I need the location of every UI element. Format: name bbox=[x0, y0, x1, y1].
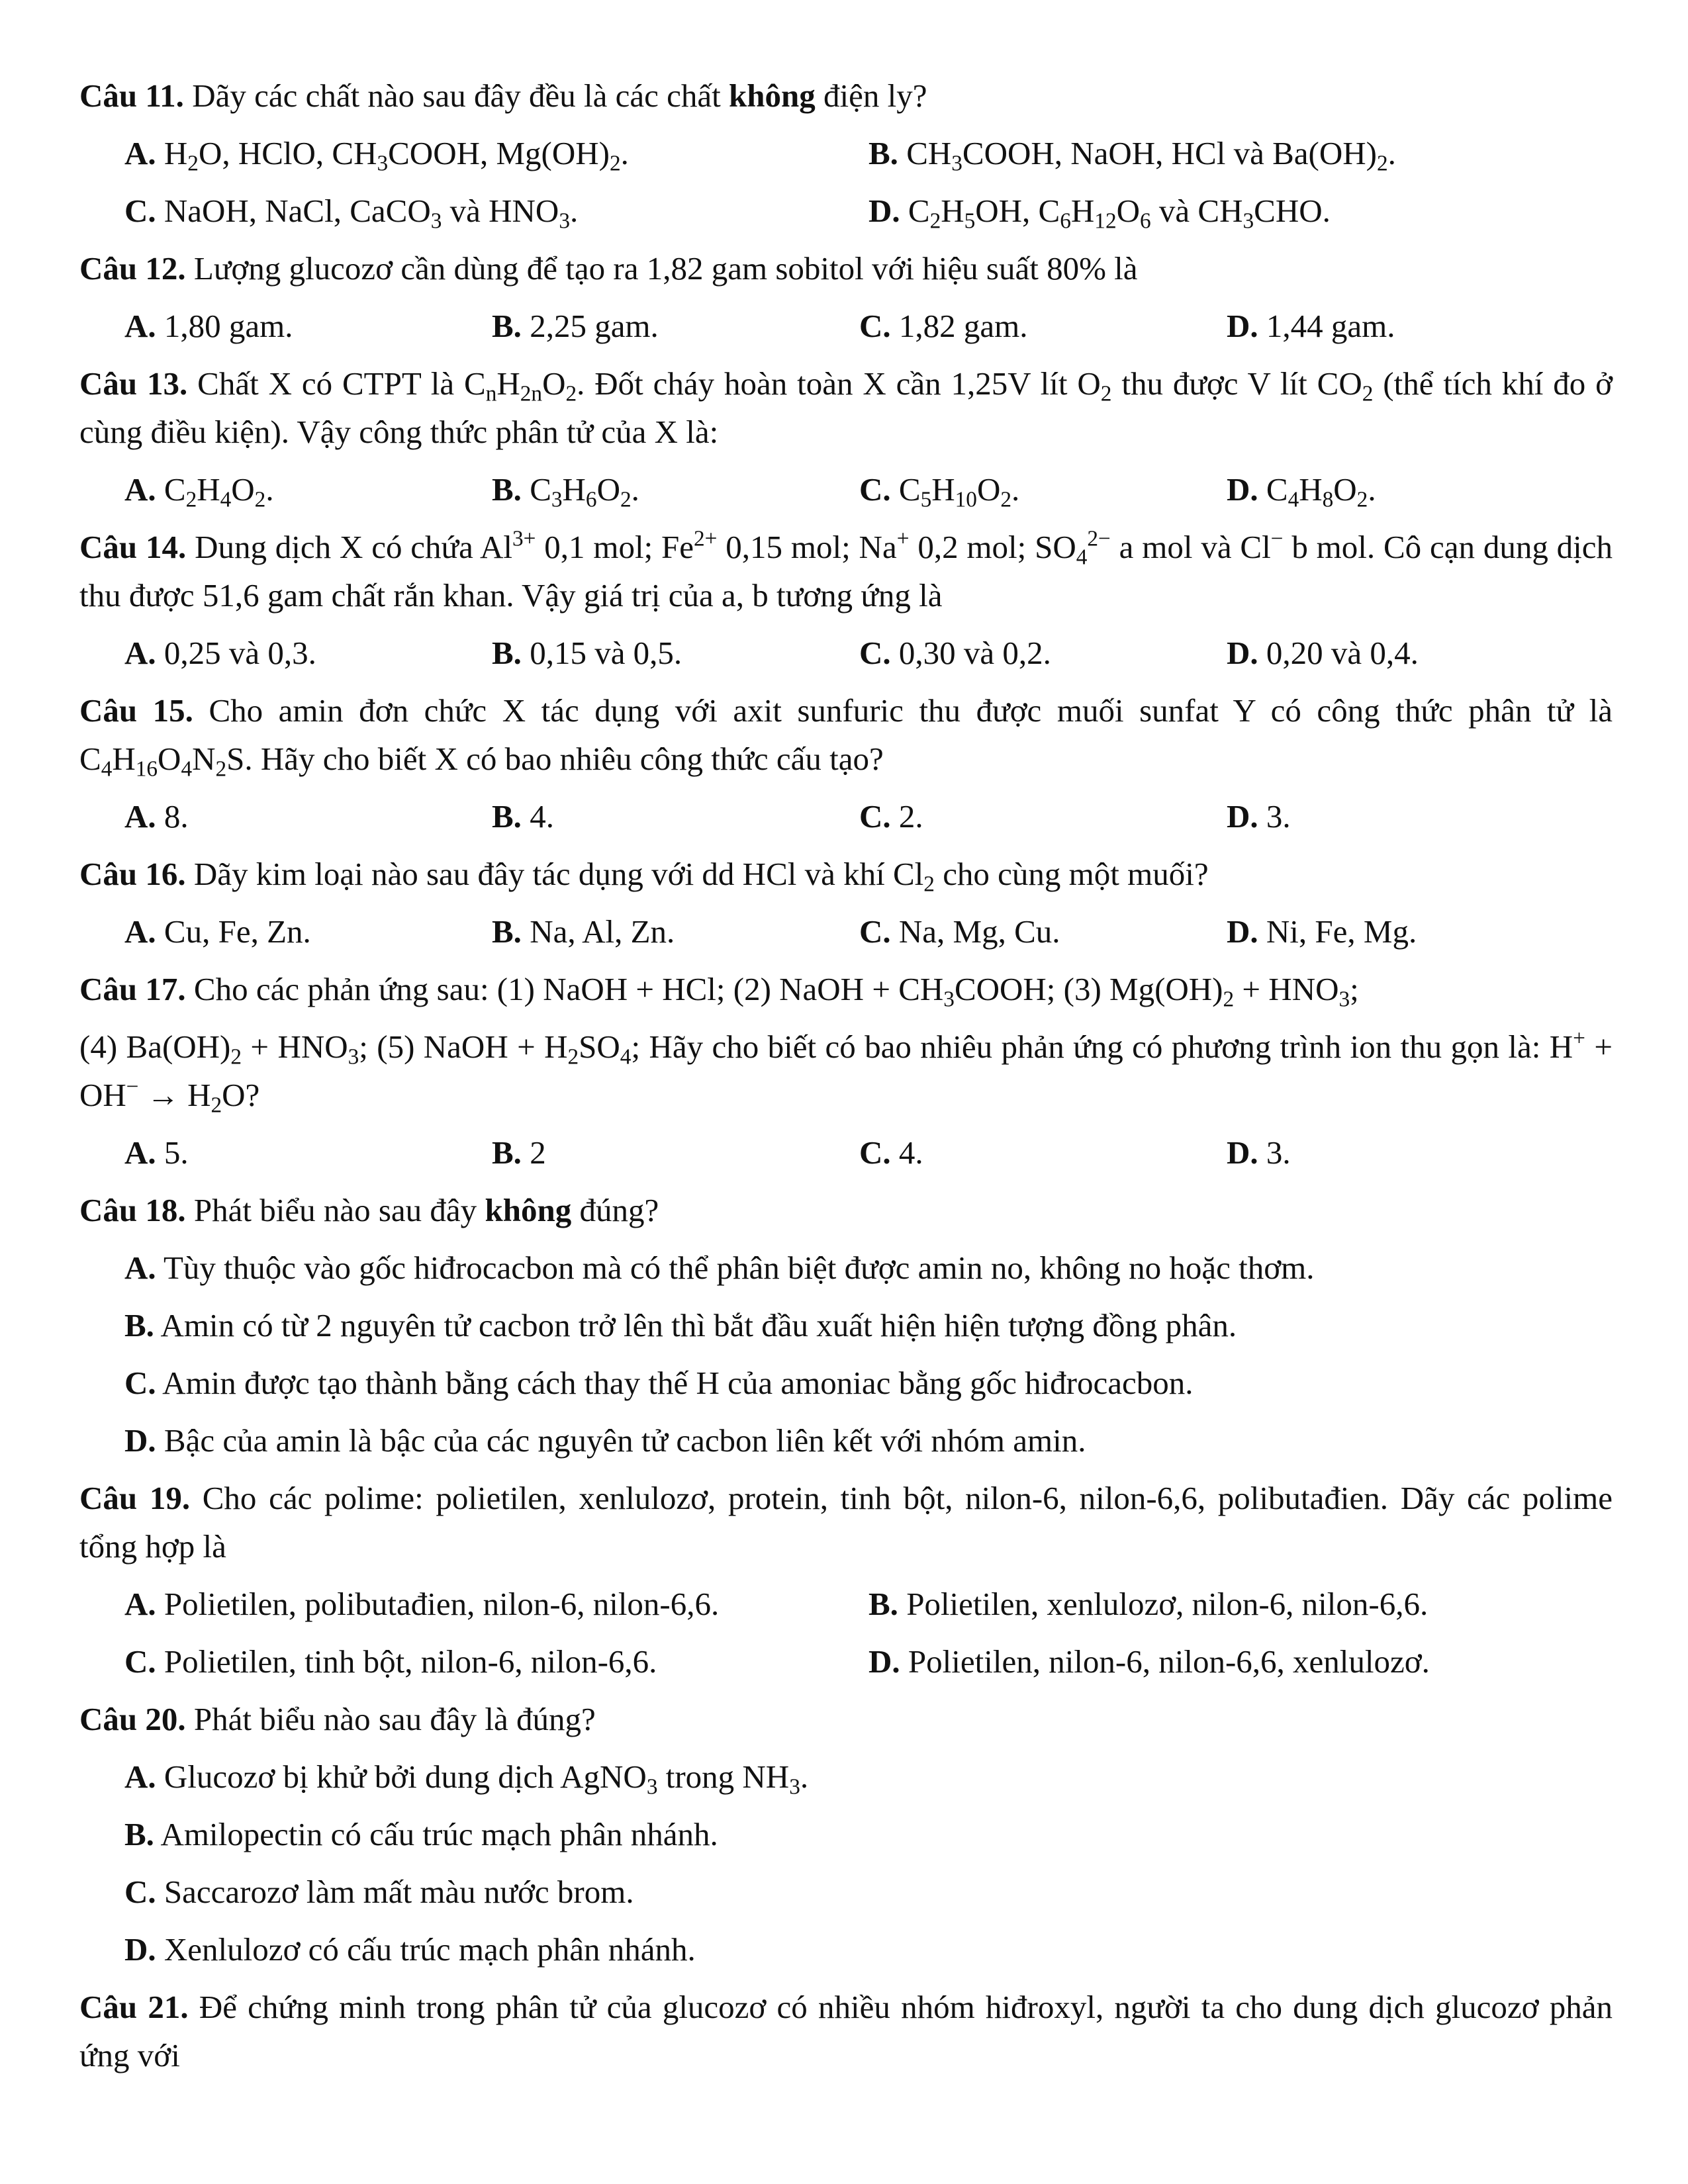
text-span: 0,20 và 0,4. bbox=[1258, 635, 1419, 671]
text-span: điện ly? bbox=[815, 77, 927, 114]
text-span: b mol. Cô cạn dung dịch thu được 51,6 gam chất rắn khan. Vậy giá trị của a, b tương ứng là bbox=[79, 529, 1613, 614]
option-d[interactable] bbox=[1227, 302, 1594, 350]
text-span: + HNO bbox=[242, 1028, 348, 1065]
text-span: Phát biểu nào sau đây bbox=[185, 1192, 485, 1228]
text-span: . bbox=[1368, 471, 1376, 508]
subscript: 3 bbox=[430, 208, 442, 234]
subscript: 4 bbox=[220, 487, 232, 512]
text-span: Amilopectin có cấu trúc mạch phân nhánh. bbox=[154, 1816, 718, 1852]
question-21 bbox=[79, 1983, 1613, 2079]
text-span: . Đốt cháy hoàn toàn X cần 1,25V lít O bbox=[577, 365, 1101, 402]
subscript: 6 bbox=[1060, 208, 1071, 234]
option-label: D. bbox=[1227, 798, 1258, 835]
text-span: 0,1 mol; Fe bbox=[536, 529, 694, 565]
superscript: + bbox=[896, 526, 910, 551]
option-label: D. bbox=[1227, 308, 1258, 344]
text-span: CH bbox=[898, 135, 952, 171]
question-17 bbox=[79, 965, 1613, 1013]
option-label: C. bbox=[859, 471, 891, 508]
text-span: H bbox=[1070, 193, 1095, 229]
option-label: C. bbox=[124, 1874, 156, 1910]
text-span: ; (5) NaOH + H bbox=[359, 1028, 568, 1065]
text-span: 8. bbox=[156, 798, 189, 835]
option-label: C. bbox=[859, 913, 891, 950]
text-span: 3. bbox=[1258, 1134, 1291, 1171]
text-span: O bbox=[1333, 471, 1357, 508]
text-span: CHO. bbox=[1254, 193, 1331, 229]
option-label: D. bbox=[868, 1643, 900, 1680]
question-17-continued bbox=[79, 1023, 1613, 1119]
text-span: Chất X có CTPT là C bbox=[187, 365, 486, 402]
text-span: ; bbox=[1350, 971, 1359, 1007]
text-span: cho cùng một muối? bbox=[934, 856, 1209, 892]
option-c[interactable] bbox=[859, 907, 1227, 956]
option-label: A. bbox=[124, 308, 156, 344]
text-span: H bbox=[197, 471, 220, 508]
option-b[interactable] bbox=[492, 629, 859, 677]
option-c[interactable] bbox=[859, 629, 1227, 677]
text-span: NaOH, NaCl, CaCO bbox=[156, 193, 431, 229]
options-row bbox=[79, 1128, 1613, 1177]
subscript: 2 bbox=[1356, 487, 1368, 512]
text-span: 2,25 gam. bbox=[521, 308, 659, 344]
option-d[interactable] bbox=[79, 1925, 1613, 1974]
option-label: A. bbox=[124, 1758, 156, 1795]
option-label: B. bbox=[492, 471, 522, 508]
text-span: Xenlulozơ có cấu trúc mạch phân nhánh. bbox=[156, 1931, 696, 1968]
options-row bbox=[79, 465, 1613, 514]
text-span: 1,82 gam. bbox=[890, 308, 1028, 344]
subscript: 2 bbox=[1100, 381, 1112, 406]
text-span: không bbox=[485, 1192, 572, 1228]
text-span: Dung dịch X có chứa Al bbox=[186, 529, 512, 565]
text-span: COOH, NaOH, HCl và Ba(OH) bbox=[962, 135, 1377, 171]
option-label: A. bbox=[124, 1250, 156, 1286]
options-row bbox=[79, 129, 1613, 177]
subscript: 4 bbox=[620, 1044, 632, 1069]
subscript: 3 bbox=[1338, 987, 1350, 1012]
subscript: 3 bbox=[1243, 208, 1254, 234]
text-span: Ni, Fe, Mg. bbox=[1258, 913, 1417, 950]
subscript: 3 bbox=[951, 151, 962, 176]
option-d[interactable] bbox=[1227, 465, 1594, 514]
text-span: C bbox=[1258, 471, 1288, 508]
options-row bbox=[79, 1580, 1613, 1628]
text-span: Cu, Fe, Zn. bbox=[156, 913, 311, 950]
superscript: 2+ bbox=[694, 526, 718, 551]
text-span: Saccarozơ làm mất màu nước brom. bbox=[156, 1874, 634, 1910]
option-a[interactable] bbox=[124, 1580, 868, 1628]
text-span: Cho các phản ứng sau: (1) NaOH + HCl; (2) NaOH + CH bbox=[185, 971, 944, 1007]
text-span: 0,15 và 0,5. bbox=[521, 635, 682, 671]
option-a[interactable] bbox=[79, 1244, 1613, 1292]
text-span: Cho amin đơn chức X tác dụng với axit sunfuric thu được muối sunfat Y có công thức phân tử là C bbox=[79, 692, 1613, 777]
option-c[interactable] bbox=[79, 1868, 1613, 1916]
option-b[interactable] bbox=[492, 465, 859, 514]
option-d[interactable] bbox=[1227, 907, 1594, 956]
text-span: O bbox=[976, 471, 1001, 508]
subscript: 2 bbox=[185, 487, 197, 512]
option-label: A. bbox=[124, 135, 156, 171]
text-span: Polietilen, nilon-6, nilon-6,6, xenlulozơ. bbox=[900, 1643, 1430, 1680]
option-label: C. bbox=[124, 1643, 156, 1680]
text-span: . bbox=[265, 471, 274, 508]
option-a[interactable] bbox=[124, 792, 492, 841]
superscript: 3+ bbox=[512, 526, 536, 551]
subscript: 4 bbox=[1288, 487, 1299, 512]
option-a[interactable] bbox=[124, 629, 492, 677]
text-span: O bbox=[596, 471, 620, 508]
text-span: H bbox=[112, 741, 136, 777]
subscript: 4 bbox=[101, 756, 113, 782]
question-number: Câu 12. bbox=[79, 250, 186, 287]
option-c[interactable] bbox=[859, 792, 1227, 841]
option-c[interactable] bbox=[124, 187, 868, 235]
option-c[interactable] bbox=[859, 302, 1227, 350]
text-span: 2. bbox=[890, 798, 923, 835]
text-span: H bbox=[496, 365, 520, 402]
option-label: C. bbox=[859, 1134, 891, 1171]
text-span: Tùy thuộc vào gốc hiđrocacbon mà có thể phân biệt được amin no, không no hoặc thơm. bbox=[156, 1250, 1315, 1286]
subscript: 2 bbox=[187, 151, 199, 176]
subscript: 6 bbox=[585, 487, 597, 512]
options-row bbox=[79, 187, 1613, 235]
option-b[interactable] bbox=[79, 1810, 1613, 1858]
subscript: 2 bbox=[1000, 487, 1011, 512]
question-number: Câu 16. bbox=[79, 856, 186, 892]
text-span: Polietilen, tinh bột, nilon-6, nilon-6,6. bbox=[156, 1643, 657, 1680]
question-12 bbox=[79, 244, 1613, 293]
text-span: Amin có từ 2 nguyên tử cacbon trở lên thì bắt đầu xuất hiện hiện tượng đồng phân. bbox=[154, 1307, 1237, 1343]
text-span: OH, C bbox=[975, 193, 1060, 229]
subscript: 3 bbox=[377, 151, 389, 176]
text-span: đúng? bbox=[571, 1192, 659, 1228]
text-span: Bậc của amin là bậc của các nguyên tử cacbon liên kết với nhóm amin. bbox=[156, 1422, 1086, 1459]
question-number: Câu 15. bbox=[79, 692, 193, 729]
text-span: 1,80 gam. bbox=[156, 308, 293, 344]
subscript: 2 bbox=[254, 487, 266, 512]
text-span: C bbox=[900, 193, 930, 229]
option-c[interactable] bbox=[79, 1359, 1613, 1407]
text-span: O, HClO, CH bbox=[198, 135, 377, 171]
option-label: B. bbox=[868, 1586, 898, 1622]
options-row bbox=[79, 629, 1613, 677]
option-label: C. bbox=[124, 1365, 156, 1401]
text-span: + OH bbox=[79, 1028, 1613, 1113]
option-label: A. bbox=[124, 913, 156, 950]
option-label: D. bbox=[1227, 635, 1258, 671]
text-span: (4) Ba(OH) bbox=[79, 1028, 231, 1065]
option-b[interactable] bbox=[492, 792, 859, 841]
subscript: 2 bbox=[230, 1044, 242, 1069]
text-span: O bbox=[158, 741, 181, 777]
option-b[interactable] bbox=[868, 129, 1613, 177]
text-span: Lượng glucozơ cần dùng để tạo ra 1,82 gam sobitol với hiệu suất 80% là bbox=[185, 250, 1138, 287]
option-c[interactable] bbox=[859, 465, 1227, 514]
option-a[interactable] bbox=[79, 1752, 1613, 1801]
option-d[interactable] bbox=[1227, 1128, 1594, 1177]
option-b[interactable] bbox=[79, 1301, 1613, 1349]
question-number: Câu 19. bbox=[79, 1480, 191, 1516]
text-span: S. Hãy cho biết X có bao nhiêu công thức cấu tạo? bbox=[226, 741, 884, 777]
text-span: Dãy kim loại nào sau đây tác dụng với dd HCl và khí Cl bbox=[185, 856, 924, 892]
text-span: . bbox=[631, 471, 639, 508]
text-span: H bbox=[941, 193, 964, 229]
option-d[interactable] bbox=[79, 1416, 1613, 1465]
option-label: C. bbox=[124, 193, 156, 229]
subscript: 6 bbox=[1140, 208, 1151, 234]
subscript: 2 bbox=[609, 151, 621, 176]
text-span: 0,15 mol; Na bbox=[717, 529, 897, 565]
text-span: C bbox=[521, 471, 551, 508]
subscript: 3 bbox=[559, 208, 570, 234]
subscript: 2 bbox=[567, 1044, 579, 1069]
subscript: n bbox=[485, 381, 497, 406]
text-span: 0,30 và 0,2. bbox=[890, 635, 1051, 671]
text-span: Để chứng minh trong phân tử của glucozơ có nhiều nhóm hiđroxyl, người ta cho dung dịch glucozơ phản ứng với bbox=[79, 1989, 1613, 2073]
text-span: H bbox=[931, 471, 955, 508]
option-d[interactable] bbox=[868, 187, 1613, 235]
option-d[interactable] bbox=[868, 1637, 1613, 1686]
text-span: thu được V lít CO bbox=[1111, 365, 1362, 402]
option-label: B. bbox=[492, 913, 522, 950]
text-span: Phát biểu nào sau đây là đúng? bbox=[185, 1701, 596, 1737]
question-14 bbox=[79, 523, 1613, 619]
subscript: 2 bbox=[620, 487, 632, 512]
text-span: . bbox=[1011, 471, 1020, 508]
text-span: . bbox=[620, 135, 629, 171]
subscript: 2n bbox=[520, 381, 543, 406]
text-span: Dãy các chất nào sau đây đều là các chất bbox=[183, 77, 729, 114]
question-number: Câu 17. bbox=[79, 971, 186, 1007]
text-span: 0,2 mol; SO bbox=[909, 529, 1076, 565]
question-number: Câu 18. bbox=[79, 1192, 186, 1228]
subscript: 16 bbox=[135, 756, 158, 782]
subscript: 3 bbox=[551, 487, 563, 512]
question-number: Câu 20. bbox=[79, 1701, 186, 1737]
text-span: . bbox=[800, 1758, 809, 1795]
text-span: SO bbox=[579, 1028, 620, 1065]
option-b[interactable] bbox=[492, 1128, 859, 1177]
subscript: 2 bbox=[215, 756, 227, 782]
option-a[interactable] bbox=[124, 1128, 492, 1177]
text-span: Polietilen, xenlulozơ, nilon-6, nilon-6,6. bbox=[898, 1586, 1429, 1622]
question-20 bbox=[79, 1695, 1613, 1743]
text-span: . bbox=[1387, 135, 1396, 171]
text-span: COOH, Mg(OH) bbox=[388, 135, 610, 171]
text-span: 5. bbox=[156, 1134, 189, 1171]
option-d[interactable] bbox=[1227, 792, 1594, 841]
option-label: C. bbox=[859, 798, 891, 835]
subscript: 2 bbox=[1376, 151, 1388, 176]
question-number: Câu 14. bbox=[79, 529, 187, 565]
text-span: N bbox=[192, 741, 216, 777]
text-span: C bbox=[890, 471, 921, 508]
text-span: + HNO bbox=[1234, 971, 1339, 1007]
subscript: 3 bbox=[646, 1774, 658, 1799]
subscript: 2 bbox=[1362, 381, 1374, 406]
subscript: 5 bbox=[964, 208, 976, 234]
question-number: Câu 21. bbox=[79, 1989, 189, 2025]
subscript: 8 bbox=[1322, 487, 1334, 512]
text-span: H bbox=[156, 135, 188, 171]
subscript: 2 bbox=[211, 1093, 222, 1118]
question-number: Câu 11. bbox=[79, 77, 184, 114]
option-label: A. bbox=[124, 635, 156, 671]
option-b[interactable] bbox=[868, 1580, 1613, 1628]
text-span: COOH; (3) Mg(OH) bbox=[954, 971, 1223, 1007]
option-c[interactable] bbox=[859, 1128, 1227, 1177]
text-span: a mol và Cl bbox=[1110, 529, 1271, 565]
option-label: B. bbox=[492, 798, 522, 835]
text-span: O? bbox=[222, 1077, 260, 1113]
text-span: (thể tích khí đo ở cùng điều kiện). Vậy công thức phân tử của X là: bbox=[79, 365, 1613, 450]
option-label: D. bbox=[868, 193, 900, 229]
option-label: C. bbox=[859, 635, 891, 671]
option-label: B. bbox=[124, 1307, 154, 1343]
text-span: 1,44 gam. bbox=[1258, 308, 1395, 344]
option-label: B. bbox=[124, 1816, 154, 1852]
text-span: O bbox=[1116, 193, 1140, 229]
text-span: 3. bbox=[1258, 798, 1291, 835]
option-a[interactable] bbox=[124, 465, 492, 514]
option-label: A. bbox=[124, 1134, 156, 1171]
option-b[interactable] bbox=[492, 907, 859, 956]
text-span: O bbox=[231, 471, 255, 508]
text-span: Polietilen, polibutađien, nilon-6, nilon-6,6. bbox=[156, 1586, 720, 1622]
text-span: H bbox=[562, 471, 586, 508]
text-span: 4. bbox=[890, 1134, 923, 1171]
subscript: 3 bbox=[348, 1044, 359, 1069]
subscript: 3 bbox=[789, 1774, 800, 1799]
option-d[interactable] bbox=[1227, 629, 1594, 677]
option-a[interactable] bbox=[124, 129, 868, 177]
subscript: 10 bbox=[955, 487, 977, 512]
option-label: C. bbox=[859, 308, 891, 344]
options-row bbox=[79, 1637, 1613, 1686]
subscript: 5 bbox=[920, 487, 932, 512]
option-label: B. bbox=[492, 1134, 522, 1171]
text-span: . bbox=[569, 193, 579, 229]
option-a[interactable] bbox=[124, 907, 492, 956]
text-span: 2 bbox=[521, 1134, 546, 1171]
option-label: D. bbox=[1227, 471, 1258, 508]
question-18 bbox=[79, 1186, 1613, 1234]
text-span: 0,25 và 0,3. bbox=[156, 635, 316, 671]
text-span: → H bbox=[138, 1077, 211, 1113]
subscript: 2 bbox=[923, 872, 935, 897]
subscript: 2 bbox=[929, 208, 941, 234]
text-span: không bbox=[728, 77, 816, 114]
subscript: 12 bbox=[1094, 208, 1117, 234]
text-span: Amin được tạo thành bằng cách thay thế H của amoniac bằng gốc hiđrocacbon. bbox=[156, 1365, 1194, 1401]
option-label: A. bbox=[124, 1586, 156, 1622]
text-span: trong NH bbox=[657, 1758, 790, 1795]
option-label: A. bbox=[124, 798, 156, 835]
options-row bbox=[79, 302, 1613, 350]
question-19 bbox=[79, 1474, 1613, 1570]
subscript: 2 bbox=[565, 381, 577, 406]
text-span: Cho các polime: polietilen, xenlulozơ, protein, tinh bột, nilon-6, nilon-6,6, polibutađien. Dãy các polime tổng hợp là bbox=[79, 1480, 1613, 1565]
option-label: D. bbox=[124, 1422, 156, 1459]
text-span: 4. bbox=[521, 798, 554, 835]
text-span: O bbox=[542, 365, 566, 402]
superscript: − bbox=[126, 1074, 139, 1099]
text-span: C bbox=[156, 471, 186, 508]
text-span: và HNO bbox=[442, 193, 559, 229]
option-label: B. bbox=[492, 308, 522, 344]
superscript: 2− bbox=[1087, 526, 1111, 551]
text-span: H bbox=[1299, 471, 1323, 508]
option-b[interactable] bbox=[492, 302, 859, 350]
subscript: 2 bbox=[1223, 987, 1235, 1012]
subscript: 4 bbox=[181, 756, 193, 782]
option-label: B. bbox=[868, 135, 898, 171]
text-span: Na, Mg, Cu. bbox=[890, 913, 1060, 950]
option-label: D. bbox=[124, 1931, 156, 1968]
question-number: Câu 13. bbox=[79, 365, 188, 402]
subscript: 3 bbox=[943, 987, 955, 1012]
options-row bbox=[79, 792, 1613, 841]
question-15 bbox=[79, 686, 1613, 783]
option-label: D. bbox=[1227, 913, 1258, 950]
option-label: A. bbox=[124, 471, 156, 508]
text-span: Na, Al, Zn. bbox=[521, 913, 675, 950]
options-row bbox=[79, 907, 1613, 956]
option-label: D. bbox=[1227, 1134, 1258, 1171]
question-16 bbox=[79, 850, 1613, 898]
superscript: + bbox=[1573, 1026, 1585, 1051]
text-span: và CH bbox=[1150, 193, 1243, 229]
text-span: ; Hãy cho biết có bao nhiêu phản ứng có phương trình ion thu gọn là: H bbox=[631, 1028, 1573, 1065]
text-span: Glucozơ bị khử bởi dung dịch AgNO bbox=[156, 1758, 647, 1795]
exam-page bbox=[79, 71, 1613, 2089]
subscript: 4 bbox=[1076, 545, 1088, 570]
superscript: − bbox=[1270, 526, 1284, 551]
question-13 bbox=[79, 359, 1613, 456]
option-a[interactable] bbox=[124, 302, 492, 350]
question-11 bbox=[79, 71, 1613, 120]
option-c[interactable] bbox=[124, 1637, 868, 1686]
option-label: B. bbox=[492, 635, 522, 671]
